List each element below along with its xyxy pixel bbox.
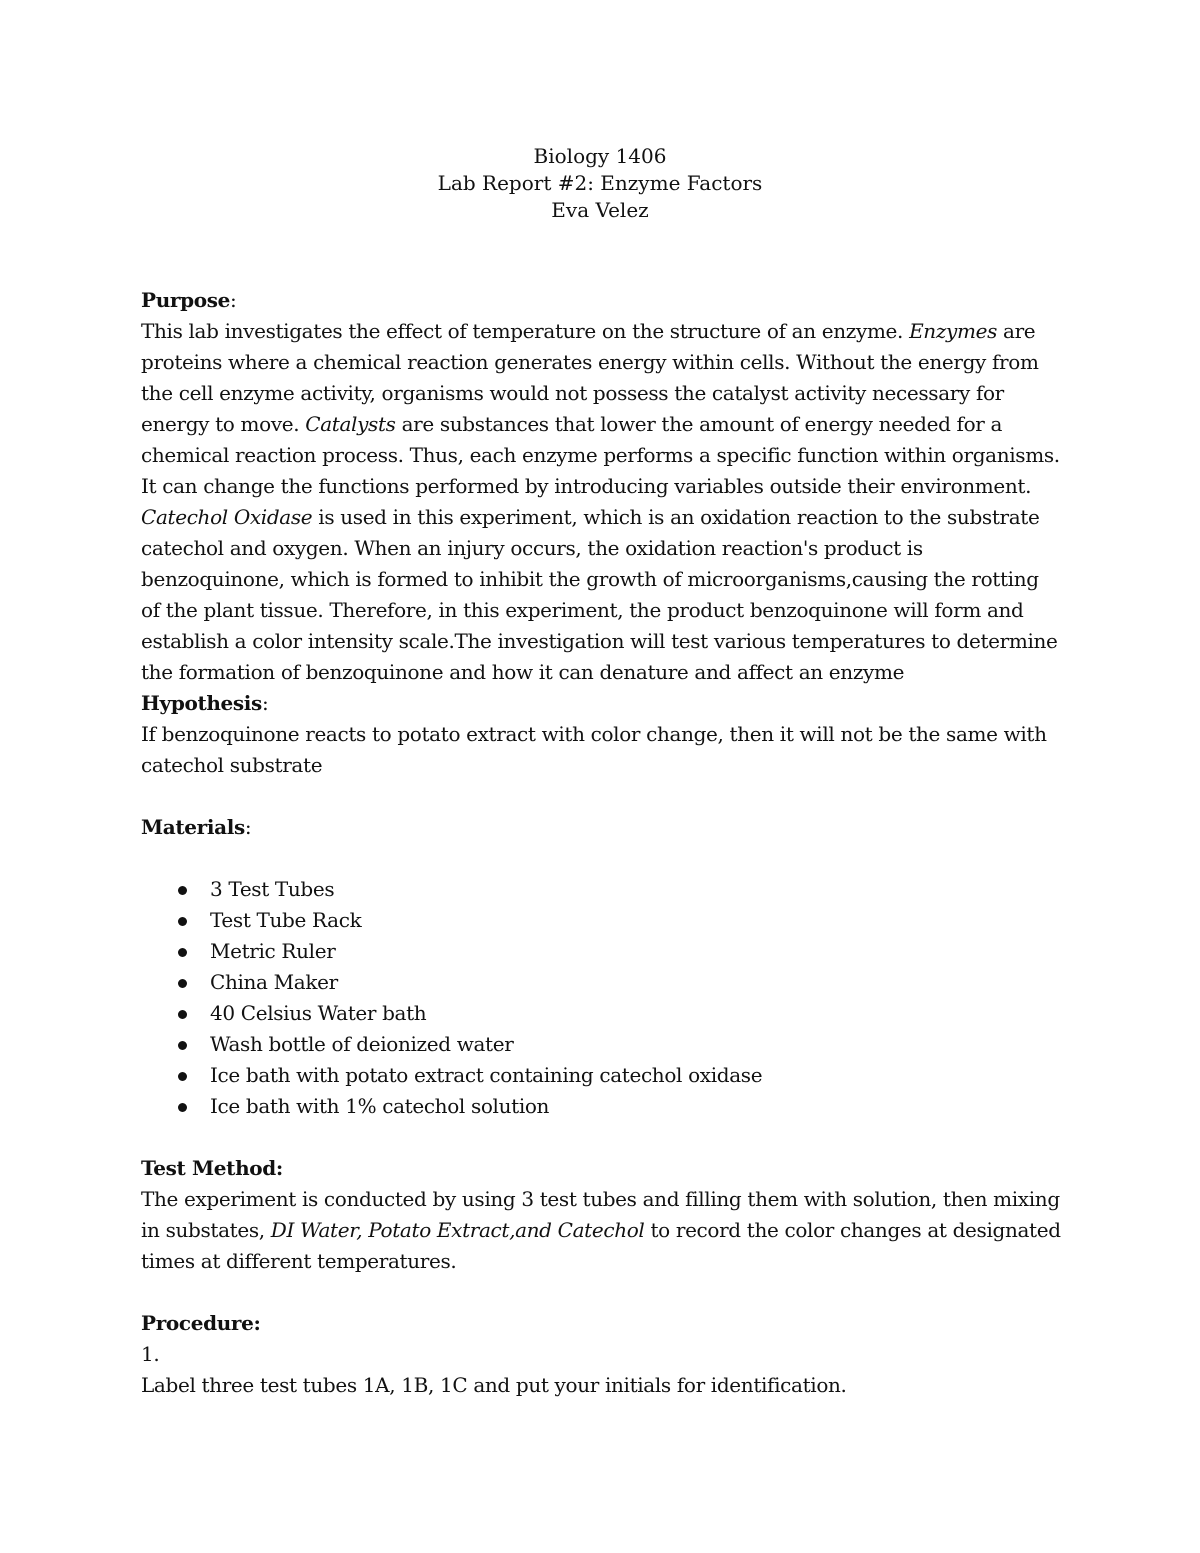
bullet-icon	[178, 917, 187, 926]
procedure-section	[141, 1308, 1061, 1401]
purpose-heading: Purpose	[141, 288, 230, 312]
list-item-text: 3 Test Tubes	[210, 877, 335, 901]
purpose-text-4: is used in this experiment, which is an oxidation reaction to the substrate catechol and oxygen. When an injury occurs, the oxidation reaction's product is benzoquinone, which is formed to inhibit the growth of microorganisms,causing the rotting of the plant tissue. Therefore, in this experiment, the product benzoquinone will form and establish a color intensity scale.The investigation will test various temperatures to determine the formation of benzoquinone and how it can denature and affect an enzyme	[141, 505, 1058, 684]
list-item-text: Wash bottle of deionized water	[210, 1032, 514, 1056]
hypothesis-section	[141, 688, 1061, 781]
report-title: Lab Report #2: Enzyme Factors	[437, 171, 763, 195]
list-item-text: 40 Celsius Water bath	[210, 1001, 427, 1025]
test-method-text-2: to record the color changes at designated times at different temperatures.	[141, 1218, 1061, 1273]
spacer	[141, 1277, 1061, 1308]
hypothesis-colon: :	[261, 691, 269, 715]
list-item-text: China Maker	[210, 970, 338, 994]
spacer	[141, 781, 1061, 812]
bullet-icon	[178, 979, 187, 988]
hypothesis-heading: Hypothesis	[141, 691, 262, 715]
test-method-text-1: The experiment is conducted by using 3 test tubes and filling them with solution, then mixing in substates,	[141, 1187, 1060, 1242]
materials-colon: :	[244, 815, 252, 839]
bullet-icon	[178, 1103, 187, 1112]
term-catalysts: Catalysts	[305, 412, 396, 436]
author-name: Eva Velez	[551, 198, 649, 222]
list-item	[178, 967, 1061, 998]
procedure-step-number: 1.	[141, 1342, 160, 1366]
list-item-text: Ice bath with potato extract containing catechol oxidase	[210, 1063, 763, 1087]
purpose-text-1: This lab investigates the effect of temperature on the structure of an enzyme.	[141, 319, 910, 343]
bullet-icon	[178, 1010, 187, 1019]
list-item-text: Metric Ruler	[210, 939, 336, 963]
spacer	[141, 1122, 1061, 1153]
bullet-icon	[178, 948, 187, 957]
bullet-icon	[178, 1041, 187, 1050]
hypothesis-heading-line	[141, 688, 1061, 719]
purpose-text-3: are substances that lower the amount of energy needed for a chemical reaction process. Thus, each enzyme performs a specific function within organisms. It can change the functions performed by introducing variables outside their environment.	[141, 412, 1060, 498]
procedure-step-text: Label three test tubes 1A, 1B, 1C and put your initials for identification.	[141, 1373, 847, 1397]
purpose-section	[141, 285, 1061, 688]
procedure-heading: Procedure:	[141, 1311, 261, 1335]
list-item	[178, 1060, 1061, 1091]
materials-list	[141, 874, 1061, 1122]
list-item	[178, 936, 1061, 967]
bullet-icon	[178, 886, 187, 895]
document-body	[141, 285, 1061, 1401]
test-method-heading: Test Method:	[141, 1156, 283, 1180]
list-item-text: Ice bath with 1% catechol solution	[210, 1094, 550, 1118]
term-catechol-oxidase: Catechol Oxidase	[141, 505, 313, 529]
document-header	[0, 143, 1200, 224]
list-item	[178, 998, 1061, 1029]
purpose-colon: :	[229, 288, 237, 312]
term-substrates: DI Water, Potato Extract,and Catechol	[270, 1218, 645, 1242]
purpose-text-2: are proteins where a chemical reaction generates energy within cells. Without the energy from the cell enzyme activity, organisms would not possess the catalyst activity necessary for energy to move.	[141, 319, 1039, 436]
list-item	[178, 1091, 1061, 1122]
test-method-section	[141, 1153, 1061, 1277]
list-item	[178, 905, 1061, 936]
purpose-heading-line	[141, 285, 1061, 316]
materials-heading-line	[141, 812, 1061, 843]
list-item	[178, 874, 1061, 905]
spacer	[141, 843, 1061, 874]
materials-heading: Materials	[141, 815, 245, 839]
term-enzymes: Enzymes	[909, 319, 997, 343]
course-title: Biology 1406	[533, 144, 667, 168]
materials-section	[141, 812, 1061, 1122]
bullet-icon	[178, 1072, 187, 1081]
list-item-text: Test Tube Rack	[210, 908, 362, 932]
purpose-paragraph	[141, 316, 1061, 688]
test-method-paragraph	[141, 1184, 1061, 1277]
hypothesis-paragraph: If benzoquinone reacts to potato extract with color change, then it will not be the same with catechol substrate	[141, 722, 1047, 777]
list-item	[178, 1029, 1061, 1060]
